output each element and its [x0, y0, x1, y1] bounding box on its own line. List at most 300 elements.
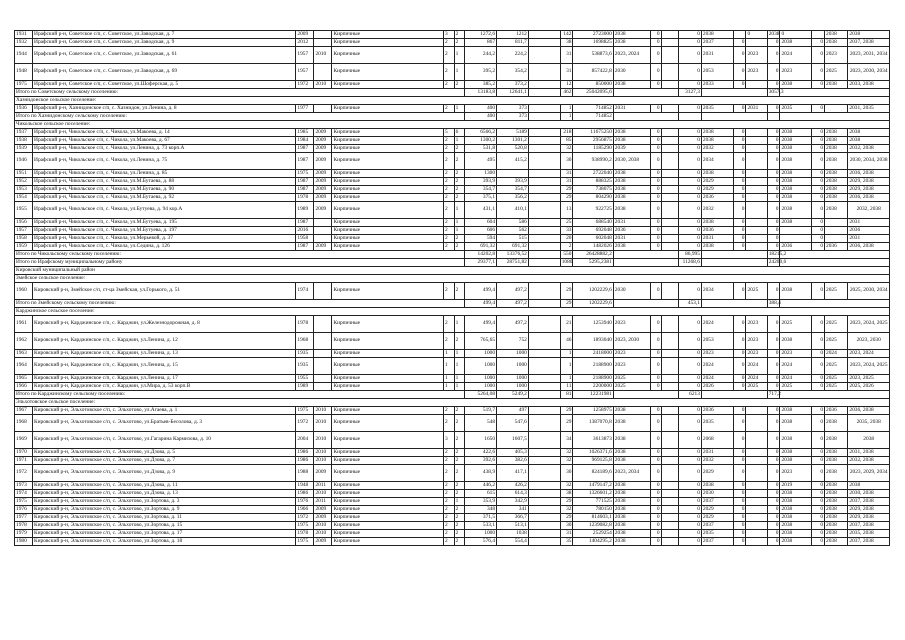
table-cell	[528, 283, 560, 300]
table-cell: 0	[678, 283, 701, 300]
table-cell: Кировский р-н, Эльхотовское с/п, с. Эльхотово, ул.Зортова, д. 15	[33, 522, 296, 530]
table-cell: 34	[560, 432, 573, 449]
register-sheet	[14, 30, 890, 546]
table-cell: 2038	[825, 498, 848, 506]
table-cell: 497,2	[497, 283, 529, 300]
table-cell: 1202229,6	[573, 283, 613, 300]
table-cell: 1607,5	[497, 432, 529, 449]
table-cell: 2038	[613, 170, 650, 178]
table-row	[15, 432, 890, 449]
subtotal-value: 400	[465, 113, 497, 121]
table-cell: 2037, 2038	[848, 498, 890, 506]
table-cell: 2023	[746, 350, 767, 358]
table-cell: 0	[812, 530, 825, 538]
table-cell: 0	[812, 39, 825, 47]
table-cell: 371,5	[465, 514, 497, 522]
table-cell	[661, 333, 678, 350]
table-cell: 1	[560, 358, 573, 375]
table-cell: 2	[454, 457, 465, 465]
table-cell: 606	[465, 227, 497, 235]
table-cell: 1893040	[573, 333, 613, 350]
table-cell: 0	[733, 243, 746, 251]
table-cell	[746, 145, 767, 153]
table-cell: 0	[812, 47, 825, 64]
table-cell: 2	[443, 219, 454, 227]
table-cell: 1938	[15, 137, 33, 145]
subtotal-value: 12641,1	[497, 89, 529, 97]
table-cell: 1650	[465, 432, 497, 449]
table-cell: 2	[454, 153, 465, 170]
table-cell: 771525	[573, 498, 613, 506]
table-cell	[528, 145, 560, 153]
table-cell: 0	[678, 235, 701, 243]
subtotal-value: 5249,2	[497, 391, 529, 399]
table-cell: 2	[454, 465, 465, 482]
table-cell	[661, 383, 678, 391]
table-cell: 2	[454, 415, 465, 432]
table-cell: 0	[650, 186, 661, 194]
table-cell: 2038	[825, 137, 848, 145]
table-cell: 0	[650, 129, 661, 137]
table-cell: 431,1	[465, 202, 497, 219]
table-cell: 0	[733, 465, 746, 482]
table-cell	[314, 31, 332, 39]
table-cell	[528, 383, 560, 391]
table-cell: 29	[560, 194, 573, 202]
table-cell	[528, 457, 560, 465]
table-cell: 0	[767, 153, 780, 170]
table-cell: 2	[454, 170, 465, 178]
table-cell: 0	[678, 465, 701, 482]
table-cell: 1	[454, 202, 465, 219]
table-cell: 0	[733, 129, 746, 137]
table-cell: Кирпичные	[332, 186, 443, 194]
table-cell: 2038	[825, 490, 848, 498]
table-cell: 1975	[296, 170, 314, 178]
table-cell: 2036	[780, 243, 812, 251]
table-row	[15, 145, 890, 153]
table-cell: 2029, 2038	[848, 514, 890, 522]
subtotal-label: Итого по Змейскому сельскому поселению:	[15, 300, 465, 308]
subtotal-value: 717,2	[768, 390, 781, 397]
table-cell	[825, 227, 848, 235]
table-cell: 1932	[15, 39, 33, 47]
table-cell: 1387070,8	[573, 415, 613, 432]
table-cell: 1987	[296, 153, 314, 170]
table-cell: 1972	[15, 465, 33, 482]
table-cell: 31	[560, 530, 573, 538]
table-cell: 0	[650, 490, 661, 498]
table-cell	[528, 202, 560, 219]
table-cell: 0	[650, 498, 661, 506]
table-cell: 738075	[573, 186, 613, 194]
table-cell	[746, 137, 767, 145]
table-cell: 2009	[296, 31, 314, 39]
table-cell: 2031	[701, 47, 733, 64]
table-cell: 780150	[573, 506, 613, 514]
table-cell: 0	[678, 137, 701, 145]
table-cell	[661, 178, 678, 186]
table-cell: 2188900	[573, 375, 613, 383]
table-cell: 1988	[296, 465, 314, 482]
table-cell: 0	[767, 194, 780, 202]
table-cell: 2	[443, 465, 454, 482]
subtotal-value: 26428882,2	[573, 251, 613, 259]
table-cell: Кирпичные	[332, 538, 443, 546]
table-cell: 0	[650, 538, 661, 546]
subtotal-value: 18215,2	[768, 250, 787, 257]
table-cell: 2033	[701, 81, 733, 89]
table-cell: 0	[733, 457, 746, 465]
table-cell: 417,1	[497, 465, 529, 482]
table-cell: 1967	[15, 407, 33, 415]
table-cell: 244,2	[465, 47, 497, 64]
table-cell: 2036	[701, 407, 733, 415]
table-row	[15, 506, 890, 514]
table-cell: 2188900	[573, 358, 613, 375]
table-cell	[314, 235, 332, 243]
table-cell	[661, 449, 678, 457]
table-cell: 2038	[613, 506, 650, 514]
table-cell: 1956	[15, 219, 33, 227]
table-cell: 2035, 2038	[848, 530, 890, 538]
table-cell: Ирафский р-н, Чикольское с/п, с. Чиколa, ул.М.Бутуева, д. 197	[33, 227, 296, 235]
table-cell: 392,6	[465, 457, 497, 465]
table-cell: 1968	[15, 415, 33, 432]
subtotal-row	[15, 391, 890, 399]
table-cell: 0	[650, 81, 661, 89]
table-cell: 1937	[15, 129, 33, 137]
table-cell: 0	[733, 490, 746, 498]
table-cell: 0	[812, 358, 825, 375]
table-cell: 2	[454, 432, 465, 449]
table-cell: 1975	[296, 407, 314, 415]
table-cell: 1989	[296, 383, 314, 391]
table-row	[15, 530, 890, 538]
subtotal-value: 14202,8	[465, 251, 497, 259]
table-cell: 2	[454, 31, 465, 39]
table-cell: 2	[443, 514, 454, 522]
table-cell: 1953	[15, 186, 33, 194]
table-cell: 1979	[15, 530, 33, 538]
table-cell: 1038	[497, 530, 529, 538]
table-cell: 2009	[314, 506, 332, 514]
subtotal-label: Итого по Хазнидонскому сельскому поселению:	[15, 113, 465, 121]
table-cell: 1987	[296, 145, 314, 153]
table-cell: 2024	[780, 358, 812, 375]
table-cell: 38	[560, 39, 573, 47]
table-cell	[528, 375, 560, 383]
table-cell: 2	[443, 538, 454, 546]
table-cell: 2722040	[573, 170, 613, 178]
table-cell: 562	[497, 227, 529, 235]
table-cell	[661, 47, 678, 64]
table-cell	[528, 490, 560, 498]
table-cell: 0	[733, 449, 746, 457]
table-cell: 2038	[825, 178, 848, 186]
table-cell: 0	[733, 530, 746, 538]
table-cell: 0	[733, 522, 746, 530]
table-cell: 0	[733, 333, 746, 350]
table-cell: 0	[678, 186, 701, 194]
table-cell: 2038	[825, 186, 848, 194]
table-cell: 2031	[701, 235, 733, 243]
table-cell: 426,2	[497, 482, 529, 490]
table-cell: 2	[454, 178, 465, 186]
table-cell	[528, 530, 560, 538]
section-header-row	[15, 97, 890, 105]
subtotal-value: 1080	[561, 258, 573, 265]
table-cell: 0	[767, 283, 780, 300]
table-cell: 1272,6	[465, 31, 497, 39]
table-cell: Ирафский р-н, Советское с/п, с. Советское, ул.Заводская, д. 69	[33, 64, 296, 81]
table-cell: Ирафский р-н, Чикольское с/п, с. Чиколa, ул.Ленина, д. 85	[33, 170, 296, 178]
table-cell: 0	[650, 530, 661, 538]
table-cell: 2038	[825, 432, 848, 449]
table-cell: 2	[443, 333, 454, 350]
table-cell: 0	[678, 530, 701, 538]
empty-cell	[528, 113, 560, 121]
table-cell: 0	[733, 432, 746, 449]
table-cell: 2038	[780, 333, 812, 350]
table-cell: 2038	[780, 153, 812, 170]
table-cell: 31	[560, 178, 573, 186]
table-cell	[746, 243, 767, 251]
table-cell: 0	[767, 316, 780, 333]
table-cell: 2019	[780, 482, 812, 490]
table-cell: 2023	[780, 64, 812, 81]
table-cell: 1987	[296, 219, 314, 227]
table-cell: 2024	[701, 316, 733, 333]
subtotal-value: 3057,3	[768, 88, 784, 95]
table-cell: 691,32	[497, 243, 529, 251]
table-cell: 422,6	[465, 449, 497, 457]
table-row	[15, 243, 890, 251]
table-cell: 29	[560, 415, 573, 432]
table-cell: 1959	[15, 243, 33, 251]
table-cell: 2023	[746, 333, 767, 350]
table-cell: 29	[560, 283, 573, 300]
table-cell: 2038	[780, 449, 812, 457]
table-cell	[528, 178, 560, 186]
table-cell: 1957	[15, 227, 33, 235]
subtotal-row	[15, 251, 890, 259]
table-cell: 0	[678, 202, 701, 219]
table-cell: 2037	[701, 538, 733, 546]
table-cell: 2038	[613, 514, 650, 522]
table-cell	[746, 194, 767, 202]
table-cell: 554,4	[497, 538, 529, 546]
table-cell: 2025	[825, 283, 848, 300]
table-cell	[528, 64, 560, 81]
table-cell: 0	[767, 105, 780, 113]
table-cell: 85	[560, 137, 573, 145]
table-cell: 1965	[15, 375, 33, 383]
table-cell: Кировский р-н, Карджинское с/п, с. Карджин, ул.Ленина, д. 15	[33, 358, 296, 375]
table-cell	[661, 482, 678, 490]
table-cell: 29	[560, 186, 573, 194]
table-cell: 12	[560, 81, 573, 89]
table-cell: 0	[733, 506, 746, 514]
table-cell: 0	[812, 227, 825, 235]
table-cell: 1	[454, 47, 465, 64]
table-cell: 2009	[314, 243, 332, 251]
table-cell: 1974	[15, 490, 33, 498]
table-cell: 1185290	[573, 145, 613, 153]
table-cell: 2	[454, 407, 465, 415]
table-cell: 0	[650, 47, 661, 64]
table-body	[15, 31, 890, 546]
table-cell: 0	[812, 81, 825, 89]
table-cell: 0	[650, 105, 661, 113]
table-row	[15, 283, 890, 300]
table-cell	[528, 81, 560, 89]
table-cell	[661, 465, 678, 482]
table-cell: 2032	[701, 202, 733, 219]
table-row	[15, 333, 890, 350]
table-cell: 1	[443, 383, 454, 391]
table-cell: 21	[560, 316, 573, 333]
table-cell: Кирпичные	[332, 457, 443, 465]
table-cell: 1479147,2	[573, 482, 613, 490]
table-cell: 0	[812, 375, 825, 383]
table-cell: 1975	[15, 81, 33, 89]
table-cell	[812, 31, 825, 39]
empty-cell	[780, 251, 890, 259]
table-cell	[746, 482, 767, 490]
table-cell: 1	[454, 64, 465, 81]
table-cell: 2038	[825, 81, 848, 89]
table-cell: 0	[678, 415, 701, 432]
table-cell: Кировский р-н, Эльхотовское с/п, с. Эльхотово, ул.Агаева, д. 1	[33, 407, 296, 415]
table-cell	[314, 375, 332, 383]
table-cell: 0	[733, 538, 746, 546]
table-cell	[314, 358, 332, 375]
table-cell: 2	[454, 538, 465, 546]
table-cell: 2038	[780, 170, 812, 178]
table-cell	[661, 153, 678, 170]
table-cell: 0	[678, 514, 701, 522]
table-cell	[661, 538, 678, 546]
table-cell	[661, 375, 678, 383]
table-cell: 2037, 2038	[848, 538, 890, 546]
empty-cell	[780, 113, 890, 121]
table-cell	[314, 283, 332, 300]
table-cell: 2038	[825, 538, 848, 546]
table-cell	[746, 227, 767, 235]
table-cell: 2	[443, 235, 454, 243]
table-cell: 692048	[573, 227, 613, 235]
table-cell: 1026371,6	[573, 449, 613, 457]
table-cell	[661, 498, 678, 506]
table-cell: 2038	[848, 482, 890, 490]
table-cell: 497,2	[497, 316, 529, 333]
table-cell: 1976	[296, 498, 314, 506]
table-cell	[661, 522, 678, 530]
table-cell: 2029, 2038	[848, 178, 890, 186]
table-cell: 0	[650, 358, 661, 375]
table-cell: 0	[650, 465, 661, 482]
table-cell: 0	[767, 465, 780, 482]
table-cell: 2038	[825, 514, 848, 522]
table-cell: 1	[454, 316, 465, 333]
table-cell	[746, 235, 767, 243]
table-cell	[528, 538, 560, 546]
table-cell: 0	[733, 145, 746, 153]
table-cell: 0	[650, 482, 661, 490]
table-cell: 0	[678, 538, 701, 546]
table-cell: 1968	[296, 333, 314, 350]
table-cell: 1970	[15, 449, 33, 457]
table-cell: 0	[678, 375, 701, 383]
table-cell: 2038	[780, 407, 812, 415]
table-cell: 1000	[497, 358, 529, 375]
table-cell: 2	[443, 530, 454, 538]
table-cell: 2053	[701, 333, 733, 350]
table-cell: 2	[443, 145, 454, 153]
table-cell: 2038	[613, 129, 650, 137]
table-row	[15, 407, 890, 415]
subtotal-row	[15, 300, 890, 308]
table-cell: 375,1	[465, 194, 497, 202]
table-cell: 1000	[497, 350, 529, 358]
table-cell: 1	[560, 350, 573, 358]
table-cell: 1962	[15, 333, 33, 350]
table-cell: 2023, 2030	[613, 333, 650, 350]
subtotal-value: 453,1	[678, 300, 701, 308]
table-cell: 2023	[613, 316, 650, 333]
table-cell: 2010	[314, 449, 332, 457]
table-cell: 2038	[780, 538, 812, 546]
table-cell: 0	[767, 522, 780, 530]
table-row	[15, 490, 890, 498]
table-cell: 1977	[15, 514, 33, 522]
table-cell: 0	[650, 64, 661, 81]
table-cell: 0	[812, 350, 825, 358]
table-cell: 2038	[780, 145, 812, 153]
table-cell: Кирпичные	[332, 227, 443, 235]
table-cell: 2029	[701, 186, 733, 194]
table-cell: 1987	[296, 243, 314, 251]
table-cell: 1978	[296, 194, 314, 202]
subtotal-row	[15, 113, 890, 121]
table-cell: 2038	[613, 457, 650, 465]
table-cell: 2	[454, 506, 465, 514]
table-cell: Кирпичные	[332, 514, 443, 522]
table-row	[15, 39, 890, 47]
table-cell: 2036	[613, 227, 650, 235]
table-cell: 888325	[573, 178, 613, 186]
table-cell	[661, 145, 678, 153]
table-cell: 2	[454, 145, 465, 153]
table-cell: 0	[812, 538, 825, 546]
table-cell: 2025	[825, 316, 848, 333]
empty-cell	[701, 300, 767, 308]
table-cell: 1971	[15, 457, 33, 465]
table-row	[15, 498, 890, 506]
section-title: Змейское сельское поселение:	[15, 275, 890, 283]
table-cell	[314, 227, 332, 235]
table-cell: 2	[443, 498, 454, 506]
table-cell: 0	[733, 64, 746, 81]
empty-cell	[701, 259, 767, 267]
table-cell	[661, 490, 678, 498]
table-cell: 2025	[613, 383, 650, 391]
table-cell	[528, 465, 560, 482]
table-cell: 2038	[780, 137, 812, 145]
table-cell: 142	[560, 31, 573, 39]
table-cell: 0	[733, 170, 746, 178]
